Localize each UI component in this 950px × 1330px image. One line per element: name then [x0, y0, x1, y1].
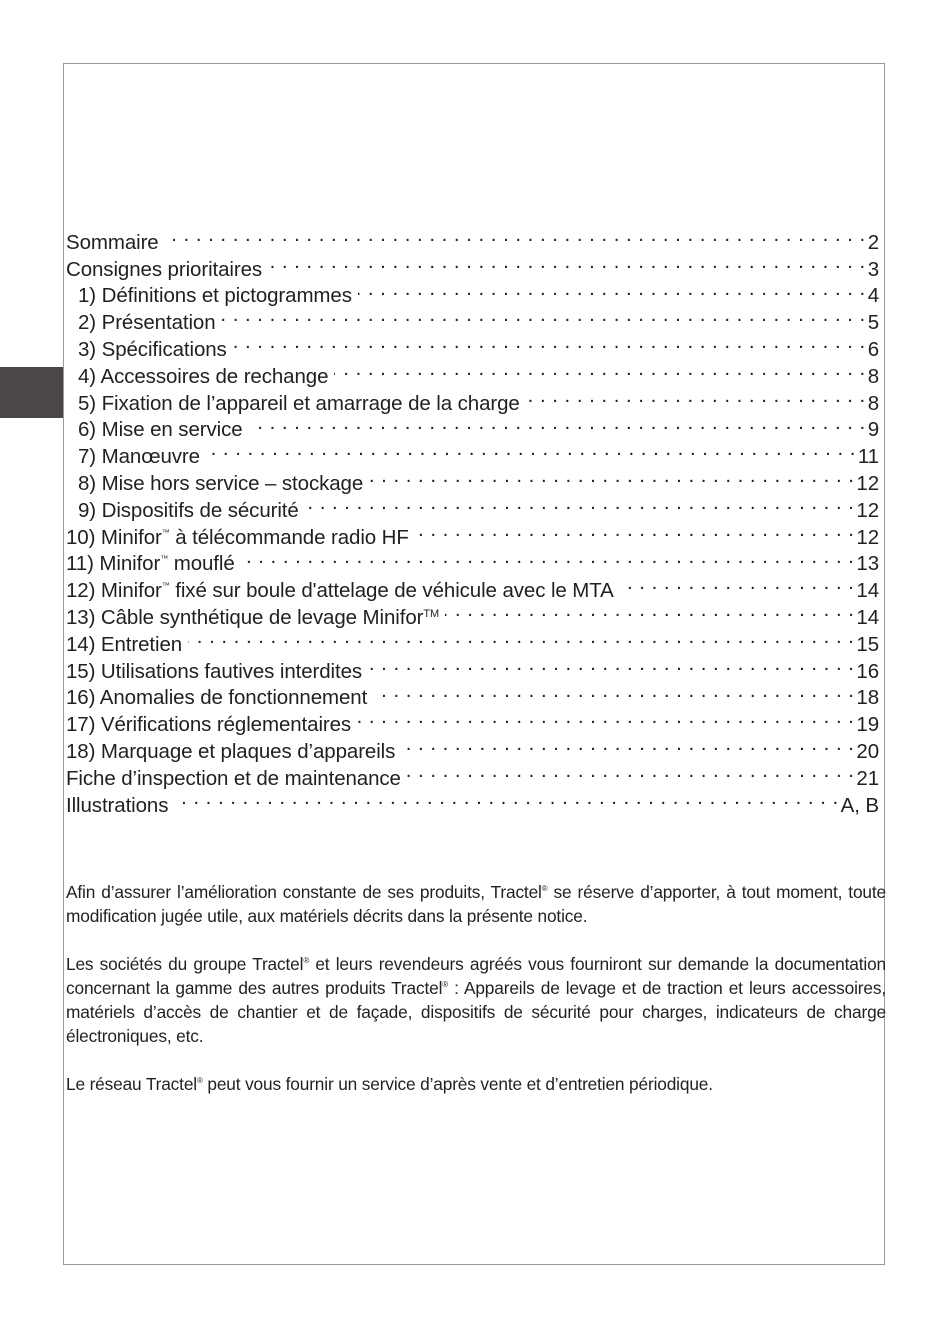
toc-entry-page-number: 12 — [856, 471, 879, 495]
toc-entry-page-number: 20 — [856, 739, 879, 763]
toc-entry[interactable] — [66, 624, 879, 656]
table-of-contents — [66, 222, 879, 817]
toc-entry-page-number: 18 — [856, 686, 879, 710]
trademark-mark: ™ — [161, 527, 170, 537]
notice-paragraph-2 — [66, 952, 886, 1048]
toc-entry-title-text: 10) Minifor — [66, 525, 162, 549]
dot-leader — [358, 276, 866, 303]
toc-entry-page-number: 19 — [856, 713, 879, 737]
dot-leader — [445, 597, 854, 624]
toc-entry-title — [78, 444, 206, 471]
section-tab-marker — [0, 367, 63, 418]
dot-leader — [620, 570, 855, 597]
registered-mark: ® — [303, 956, 310, 965]
dot-leader — [526, 383, 866, 410]
notice-p2-text-c: : Appareils de levage et de traction et leurs accessoires, matériels d’accès de chantier et de façade, dispositifs de sécurité pour charges, indicateurs de charge électroniques, etc. — [66, 978, 886, 1046]
toc-entry-title-text: 14) Entretien — [66, 632, 183, 656]
toc-entry-page-number: 14 — [856, 579, 879, 603]
toc-entry-title-text: Illustrations — [66, 793, 169, 817]
toc-entry-title-text: 5) Fixation de l’appareil et amarrage de la charge — [78, 391, 520, 415]
dot-leader — [407, 758, 855, 785]
dot-leader — [206, 436, 856, 463]
toc-entry-page-number: 11 — [857, 445, 879, 469]
toc-entry-title-text: Sommaire — [66, 230, 159, 254]
dot-leader — [401, 731, 854, 758]
toc-entry[interactable] — [66, 249, 879, 281]
toc-entry-title — [66, 659, 368, 686]
dot-leader — [268, 249, 866, 276]
toc-entry-title-rest: mouflé — [168, 552, 235, 576]
dot-leader — [305, 490, 855, 517]
toc-entry-title — [78, 337, 233, 364]
dot-leader — [233, 329, 866, 356]
toc-entry-title — [66, 739, 401, 766]
toc-entry-page-number: 2 — [867, 230, 879, 254]
toc-entry-title — [66, 257, 268, 284]
toc-entry-title-text: 6) Mise en service — [78, 418, 243, 442]
toc-entry-title-text: 11) Minifor — [66, 552, 161, 576]
toc-entry-title-text: 16) Anomalies de fonctionnement — [66, 686, 368, 710]
toc-entry-title-rest: fixé sur boule d'attelage de véhicule avec le MTA — [169, 579, 614, 603]
toc-entry-title-text: 3) Spécifications — [78, 337, 227, 361]
dot-leader — [188, 624, 854, 651]
toc-entry-title-text: 1) Définitions et pictogrammes — [78, 284, 352, 308]
notice-p1-text-a: Afin d’assurer l’amélioration constante de ses produits, Tractel — [66, 882, 542, 902]
trademark-mark: ™ — [160, 554, 169, 564]
toc-entry-page-number: 8 — [867, 364, 879, 388]
dot-leader — [174, 785, 838, 812]
toc-entry-page-number: 3 — [867, 257, 879, 281]
toc-entry-page-number: 6 — [867, 337, 879, 361]
toc-entry-title-rest: à télécommande radio HF — [169, 525, 409, 549]
toc-entry-page-number: 12 — [856, 498, 879, 522]
notice-paragraph-1 — [66, 880, 886, 928]
toc-entry-title — [66, 793, 174, 820]
trademark-mark: ™ — [161, 581, 170, 591]
registered-mark: ® — [442, 980, 449, 989]
toc-entry-title — [78, 310, 222, 337]
toc-entry-title-text: Consignes prioritaires — [66, 257, 263, 281]
dot-leader — [222, 302, 866, 329]
toc-entry-title-text: 15) Utilisations fautives interdites — [66, 659, 363, 683]
toc-entry-title-text: 18) Marquage et plaques d’appareils — [66, 739, 396, 763]
dot-leader — [369, 463, 854, 490]
toc-entry[interactable] — [66, 222, 879, 254]
toc-entry-title — [78, 498, 305, 525]
registered-mark: ® — [196, 1076, 203, 1085]
toc-entry-title-text: 17) Vérifications réglementaires — [66, 713, 352, 737]
dot-leader — [249, 410, 866, 437]
notice-p2-text-b: et leurs revendeurs agréés vous fourniront sur demande la documentation concernant la gamme des autres produits Tractel — [66, 954, 887, 998]
trademark-mark: TM — [423, 607, 440, 620]
toc-entry-page-number: 14 — [856, 605, 879, 629]
toc-entry-title — [66, 632, 188, 659]
toc-entry-title — [66, 712, 357, 739]
dot-leader — [357, 704, 854, 731]
toc-entry-title-text: 7) Manœuvre — [78, 445, 200, 469]
toc-entry-title — [66, 685, 373, 712]
notice-text — [66, 880, 886, 1120]
registered-mark: ® — [541, 884, 548, 893]
dot-leader — [368, 651, 854, 678]
toc-entry-title — [66, 551, 241, 578]
toc-entry-page-number: 12 — [856, 525, 879, 549]
notice-p3-text-b: peut vous fournir un service d’après vente et d’entretien périodique. — [202, 1074, 713, 1094]
toc-entry-title-text: Fiche d’inspection et de maintenance — [66, 766, 401, 790]
toc-entry-title — [66, 230, 165, 257]
toc-entry-page-number: 9 — [867, 418, 879, 442]
dot-leader — [241, 544, 855, 571]
toc-entry-title-text: 13) Câble synthétique de levage Minifor — [66, 605, 424, 629]
toc-entry-title-text: 2) Présentation — [78, 311, 216, 335]
toc-entry-title-text: 4) Accessoires de rechange — [78, 364, 329, 388]
toc-entry-title-text: 12) Minifor — [66, 579, 162, 603]
toc-entry-title — [78, 364, 334, 391]
toc-entry-page-number: 21 — [856, 766, 879, 790]
toc-entry-page-number: 4 — [867, 284, 879, 308]
toc-entry-page-number: 5 — [867, 311, 879, 335]
dot-leader — [334, 356, 865, 383]
notice-p3-text-a: Le réseau Tractel — [66, 1074, 197, 1094]
notice-p1-text-b: se réserve d’apporter, à tout moment, toute modification jugée utile, aux matériels décrits dans la présente notice. — [66, 882, 886, 926]
notice-p2-text-a: Les sociétés du groupe Tractel — [66, 954, 304, 974]
toc-entry-page-number: 8 — [867, 391, 879, 415]
toc-entry-title-text: 9) Dispositifs de sécurité — [78, 498, 299, 522]
toc-entry[interactable] — [66, 785, 879, 817]
dot-leader — [415, 517, 855, 544]
toc-entry-title-text: 8) Mise hors service – stockage — [78, 471, 364, 495]
notice-paragraph-3 — [66, 1072, 886, 1096]
toc-entry-page-number: A, B — [840, 793, 879, 817]
toc-entry-page-number: 13 — [856, 552, 879, 576]
toc-entry-page-number: 16 — [856, 659, 879, 683]
dot-leader — [165, 222, 866, 249]
dot-leader — [373, 678, 854, 705]
toc-entry-page-number: 15 — [856, 632, 879, 656]
